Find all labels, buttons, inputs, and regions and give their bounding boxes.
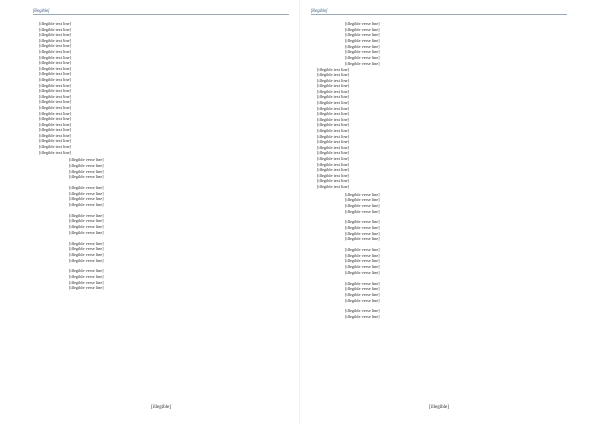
text-line: [illegible text line]	[317, 178, 349, 184]
verse-line: [illegible verse line]	[345, 291, 380, 297]
verse-line: [illegible verse line]	[69, 240, 104, 246]
verse-line: [illegible verse line]	[345, 32, 380, 38]
verse-line: [illegible verse line]	[345, 191, 380, 197]
verse-line: [illegible verse line]	[345, 236, 380, 242]
text-line: [illegible text line]	[39, 99, 71, 105]
text-line: [illegible text line]	[317, 139, 349, 145]
text-line: [illegible text line]	[39, 43, 71, 49]
verse-line: [illegible verse line]	[345, 247, 380, 253]
verse-line: [illegible verse line]	[69, 279, 104, 285]
text-line: [illegible text line]	[39, 110, 71, 116]
verse-line: [illegible verse line]	[345, 49, 380, 55]
verse-line: [illegible verse line]	[345, 197, 380, 203]
verse-line: [illegible verse line]	[69, 202, 104, 208]
verse-line: [illegible verse line]	[69, 224, 104, 230]
verse-line: [illegible verse line]	[345, 230, 380, 236]
stanza	[345, 192, 567, 215]
text-line: [illegible text line]	[39, 71, 71, 77]
verse-line: [illegible verse line]	[69, 157, 104, 163]
text-line: [illegible text line]	[317, 183, 349, 189]
verse-line: [illegible verse line]	[345, 60, 380, 66]
verse-line: [illegible verse line]	[69, 285, 104, 291]
stanza	[345, 219, 567, 242]
verse-line: [illegible verse line]	[69, 212, 104, 218]
prose-block	[33, 21, 289, 155]
verse-line: [illegible verse line]	[69, 190, 104, 196]
page-number: [illegible]	[151, 405, 171, 410]
stanza	[69, 213, 289, 236]
stanza	[345, 308, 567, 319]
verse-line: [illegible verse line]	[69, 257, 104, 263]
text-line: [illegible text line]	[39, 48, 71, 54]
text-line: [illegible text line]	[317, 167, 349, 173]
verse-line: [illegible verse line]	[345, 21, 380, 26]
text-line: [illegible text line]	[317, 172, 349, 178]
verse-line: [illegible verse line]	[345, 43, 380, 49]
verse-line: [illegible verse line]	[69, 185, 104, 190]
verse-line: [illegible verse line]	[345, 297, 380, 303]
prose-block	[311, 67, 567, 190]
text-line: [illegible text line]	[317, 128, 349, 134]
running-head: [illegible]	[33, 8, 289, 15]
text-line: [illegible text line]	[317, 122, 349, 128]
text-line: [illegible text line]	[317, 77, 349, 83]
text-line: [illegible text line]	[39, 21, 71, 26]
text-line: [illegible text line]	[317, 156, 349, 161]
stanza	[345, 247, 567, 275]
text-line: [illegible text line]	[39, 65, 71, 71]
verse-block	[33, 157, 289, 291]
text-line: [illegible text line]	[317, 66, 349, 72]
text-line: [illegible text line]	[317, 83, 349, 89]
text-line: [illegible text line]	[317, 111, 349, 117]
page-number: [illegible]	[429, 405, 449, 410]
verse-line: [illegible verse line]	[69, 273, 104, 279]
stanza	[69, 157, 289, 180]
verse-line: [illegible verse line]	[345, 38, 380, 44]
text-line: [illegible text line]	[317, 105, 349, 111]
text-line: [illegible text line]	[39, 37, 71, 43]
stanza	[69, 241, 289, 264]
text-line: [illegible text line]	[39, 121, 71, 127]
verse-line: [illegible verse line]	[345, 252, 380, 258]
verse-line: [illegible verse line]	[345, 280, 380, 286]
text-line: [illegible text line]	[39, 26, 71, 32]
text-line: [illegible text line]	[317, 150, 349, 156]
text-line: [illegible text line]	[39, 32, 71, 38]
verse-line: [illegible verse line]	[345, 219, 380, 225]
verse-line: [illegible verse line]	[345, 55, 380, 61]
text-line: [illegible text line]	[39, 132, 71, 138]
text-line: [illegible text line]	[39, 149, 71, 155]
verse-line: [illegible verse line]	[345, 313, 380, 319]
text-line: [illegible text line]	[317, 161, 349, 167]
text-line: [illegible text line]	[39, 104, 71, 110]
verse-line: [illegible verse line]	[69, 196, 104, 202]
verse-line: [illegible verse line]	[345, 225, 380, 230]
text-line: [illegible text line]	[317, 116, 349, 122]
text-line: [illegible text line]	[317, 94, 349, 100]
stanza	[69, 185, 289, 208]
verse-line: [illegible verse line]	[345, 308, 380, 314]
verse-line: [illegible verse line]	[69, 174, 104, 180]
text-line: [illegible text line]	[39, 82, 71, 88]
text-line: [illegible text line]	[39, 54, 71, 60]
verse-line: [illegible verse line]	[69, 168, 104, 174]
text-line: [illegible text line]	[39, 138, 71, 144]
verse-line: [illegible verse line]	[69, 229, 104, 235]
stanza	[69, 268, 289, 291]
verse-line: [illegible verse line]	[69, 246, 104, 252]
right-page	[311, 0, 567, 424]
running-head: [illegible]	[311, 8, 567, 15]
text-line: [illegible text line]	[39, 144, 71, 150]
text-line: [illegible text line]	[39, 93, 71, 99]
text-line: [illegible text line]	[39, 88, 71, 94]
verse-line: [illegible verse line]	[345, 286, 380, 292]
verse-block	[311, 192, 567, 320]
text-line: [illegible text line]	[39, 127, 71, 133]
verse-line: [illegible verse line]	[69, 218, 104, 224]
verse-line: [illegible verse line]	[345, 258, 380, 264]
verse-line: [illegible verse line]	[69, 162, 104, 168]
text-line: [illegible text line]	[317, 100, 349, 106]
verse-line: [illegible verse line]	[345, 269, 380, 275]
text-line: [illegible text line]	[317, 88, 349, 94]
left-page	[33, 0, 289, 424]
verse-line: [illegible verse line]	[345, 26, 380, 32]
verse-block	[311, 21, 567, 67]
text-line: [illegible text line]	[39, 60, 71, 66]
text-line: [illegible text line]	[317, 133, 349, 139]
verse-line: [illegible verse line]	[345, 208, 380, 214]
verse-line: [illegible verse line]	[69, 251, 104, 257]
verse-line: [illegible verse line]	[69, 268, 104, 274]
stanza	[345, 281, 567, 304]
text-line: [illegible text line]	[317, 72, 349, 78]
verse-line: [illegible verse line]	[345, 264, 380, 270]
text-line: [illegible text line]	[39, 76, 71, 82]
gutter	[299, 0, 300, 424]
text-line: [illegible text line]	[317, 144, 349, 150]
verse-line: [illegible verse line]	[345, 202, 380, 208]
text-line: [illegible text line]	[39, 116, 71, 122]
